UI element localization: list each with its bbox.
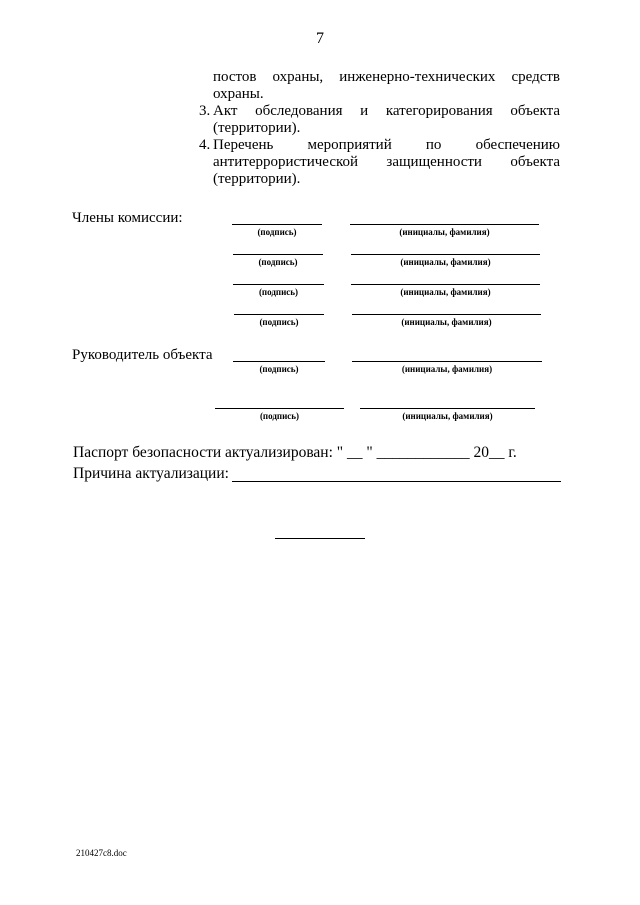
page-number: 7 bbox=[316, 30, 324, 47]
name-caption: (инициалы, фамилия) bbox=[400, 257, 491, 267]
list-item-number: 4. bbox=[199, 137, 211, 153]
signature-caption: (подпись) bbox=[259, 411, 300, 421]
list-item-text: антитеррористической защищенности объекта bbox=[213, 154, 560, 170]
list-item-text: Перечень мероприятий по обеспечению bbox=[213, 137, 560, 153]
signature-caption: (подпись) bbox=[258, 287, 299, 297]
name-line bbox=[352, 361, 542, 362]
name-line bbox=[360, 408, 535, 409]
list-item-number: 3. bbox=[199, 103, 211, 119]
update-reason-line bbox=[232, 481, 561, 482]
list-item-text: (территории). bbox=[213, 120, 301, 136]
list-continuation-line: охраны. bbox=[213, 86, 264, 102]
update-reason-label: Причина актуализации: bbox=[73, 465, 229, 482]
name-line bbox=[351, 254, 540, 255]
name-caption: (инициалы, фамилия) bbox=[399, 227, 490, 237]
signature-line bbox=[233, 284, 324, 285]
name-line bbox=[350, 224, 539, 225]
list-item bbox=[199, 103, 560, 137]
list-item-text: (территории). bbox=[213, 171, 301, 187]
numbered-list bbox=[199, 69, 560, 188]
signature-line bbox=[233, 361, 325, 362]
document-id: 210427c8.doc bbox=[76, 848, 127, 858]
list-item bbox=[199, 137, 560, 188]
signature-caption: (подпись) bbox=[259, 317, 299, 327]
signature-line bbox=[232, 224, 322, 225]
name-line bbox=[352, 314, 541, 315]
signature-caption: (подпись) bbox=[257, 227, 297, 237]
commission-label: Члены комиссии: bbox=[72, 210, 183, 226]
list-continuation-line: постов охраны, инженерно-технических средств bbox=[213, 69, 560, 85]
list-item-text: Акт обследования и категорирования объекта bbox=[213, 103, 560, 119]
name-caption: (инициалы, фамилия) bbox=[402, 411, 493, 421]
signature-line bbox=[215, 408, 344, 409]
name-caption: (инициалы, фамилия) bbox=[401, 317, 492, 327]
name-caption: (инициалы, фамилия) bbox=[401, 364, 493, 374]
name-line bbox=[351, 284, 540, 285]
head-label: Руководитель объекта bbox=[72, 347, 213, 363]
signature-line bbox=[234, 314, 324, 315]
signature-line bbox=[233, 254, 323, 255]
signature-caption: (подпись) bbox=[258, 257, 298, 267]
name-caption: (инициалы, фамилия) bbox=[400, 287, 491, 297]
closing-separator bbox=[275, 538, 365, 539]
passport-updated-line: Паспорт безопасности актуализирован: " __ " ____________ 20__ г. bbox=[73, 444, 517, 461]
signature-caption: (подпись) bbox=[259, 364, 299, 374]
